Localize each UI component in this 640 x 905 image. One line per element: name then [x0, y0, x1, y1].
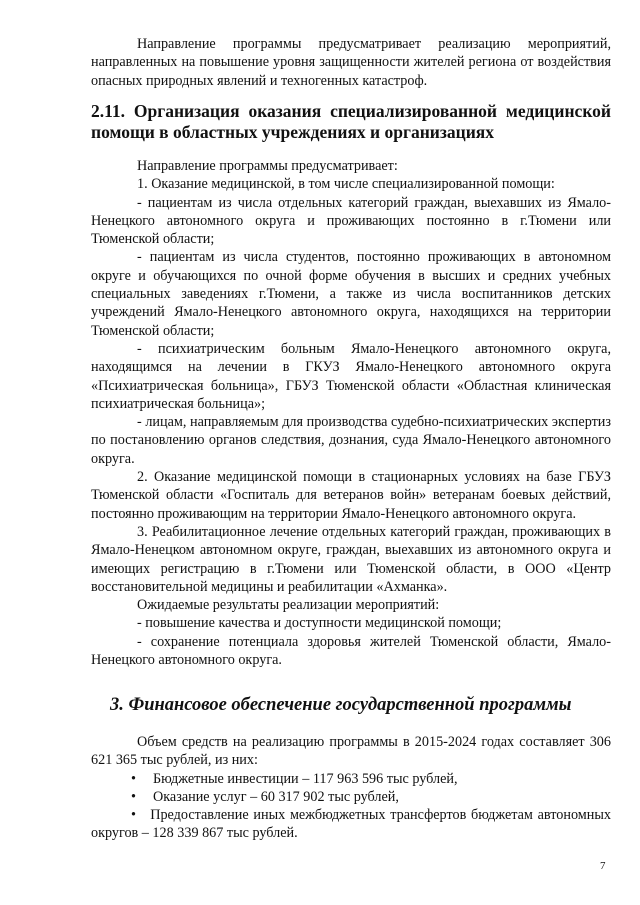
result-item: - сохранение потенциала здоровья жителей Тюменской области, Ямало-Ненецкого автономного округа. — [91, 633, 611, 669]
result-item: - повышение качества и доступности медицинской помощи; — [137, 615, 502, 632]
section-2-11-heading-block — [91, 101, 611, 142]
bullet-icon: • — [131, 788, 136, 805]
sub-item: - пациентам из числа студентов, постоянно проживающих в автономном округе и обучающихся по очной форме обучения в высших и средних учебных специальных заведениях г.Тюмени, а также из числа воспитанников детских учреждений Ямало-Ненецкого автономного округа, находящихся на территории Тюменской области; — [91, 249, 611, 339]
section-3-body — [91, 733, 611, 843]
section-3-heading-block — [91, 694, 611, 716]
section-heading: 2.11. Организация оказания специализированной медицинской помощи в областных учреждениях и организациях — [91, 101, 611, 142]
results-lead: Ожидаемые результаты реализации мероприятий: — [137, 597, 440, 614]
list-item: 3. Реабилитационное лечение отдельных категорий граждан, проживающих в Ямало-Ненецком автономном округе, граждан, выехавших из автономного округа и имеющих регистрацию в г.Тюмени или Тюменской области, в ООО «Центр восстановительной медицины и реабилитации «Ахманка». — [91, 523, 611, 595]
bullet-text: Предоставление иных межбюджетных трансфертов бюджетам автономных округов – 128 339 867 тыс рублей. — [91, 807, 611, 842]
intro-paragraph: Направление программы предусматривает реализацию мероприятий, направленных на повышение уровня защищенности жителей региона от воздействия опасных природных явлений и техногенных катастроф. — [91, 36, 611, 89]
section-heading: 3. Финансовое обеспечение государственной программы — [110, 695, 572, 715]
bullet-text: Бюджетные инвестиции – 117 963 596 тыс рублей, — [153, 770, 458, 787]
intro-block — [91, 35, 611, 90]
section-2-11-body — [91, 157, 611, 669]
bullet-item — [131, 788, 611, 806]
page-number: 7 — [600, 860, 606, 872]
bullet-icon: • — [131, 770, 136, 787]
sub-item: - пациентам из числа отдельных категорий граждан, выехавших из Ямало-Ненецкого автономного округа и проживающих постоянно в г.Тюмени или Тюменской области; — [91, 194, 611, 248]
sub-item: - психиатрическим больным Ямало-Ненецкого автономного округа, находящимся на лечении в ГКУЗ Ямало-Ненецкого автономного округа «Психиатрическая больница», ГБУЗ Тюменской области «Областная клиническая психиатрическая больница»; — [91, 340, 611, 412]
bullet-item — [131, 770, 611, 788]
list-item: 1. Оказание медицинской, в том числе специализированной помощи: — [137, 176, 555, 193]
sub-item: - лицам, направляемым для производства судебно-психиатрических экспертиз по постановлению органов следствия, дознания, суда Ямало-Ненецкого автономного округа. — [91, 414, 611, 467]
list-item: 2. Оказание медицинской помощи в стационарных условиях на базе ГБУЗ Тюменской области «Госпиталь для ветеранов войн» ветеранам боевых действий, постоянно проживающим на территории Ямало-Ненецкого автономного округа. — [91, 469, 611, 522]
funding-paragraph: Объем средств на реализацию программы в 2015-2024 годах составляет 306 621 365 тыс рублей, из них: — [91, 734, 611, 769]
bullet-icon: • — [131, 807, 136, 824]
lead-paragraph: Направление программы предусматривает: — [137, 158, 398, 174]
bullet-text: Оказание услуг – 60 317 902 тыс рублей, — [153, 788, 399, 805]
bullet-item-wrapped — [91, 806, 611, 843]
